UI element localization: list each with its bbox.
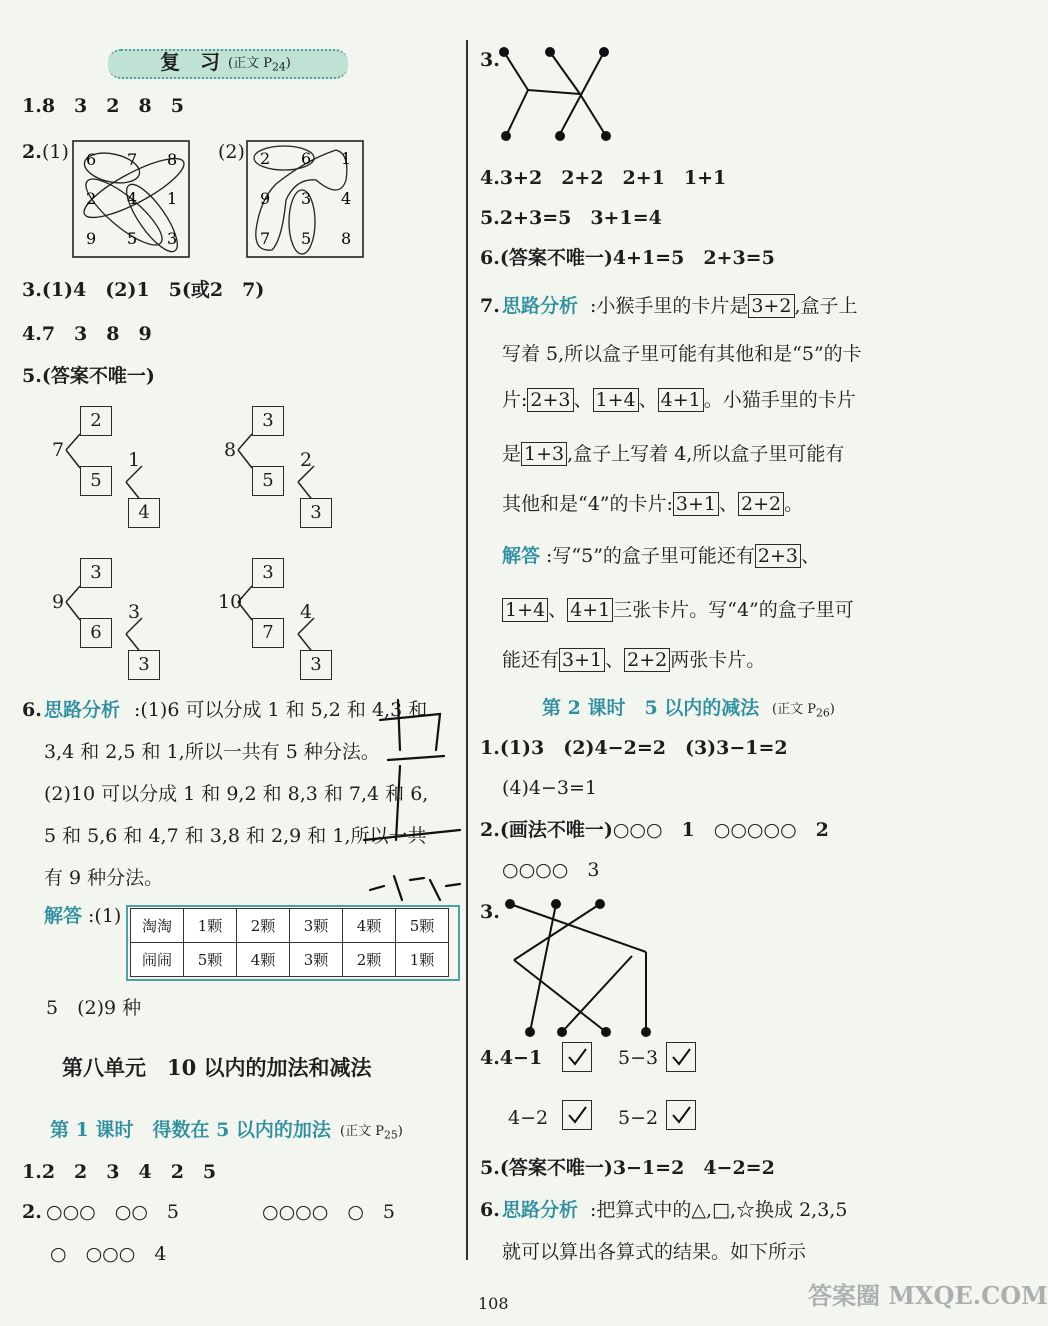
l2-q3-line-drawing <box>496 896 666 1046</box>
grid-2-drawing <box>246 140 364 258</box>
grid-2-cell: 4 <box>341 189 352 208</box>
l2-q4-a2: 5−3 <box>618 1047 659 1069</box>
r-q4-answer: 4.3+2 2+2 2+1 1+1 <box>480 167 727 189</box>
tree-right-number: 2 <box>300 449 313 471</box>
grid-2-cell: 5 <box>301 229 312 248</box>
r-q7-answer-line-3: 能还有 3+1 、 2+2 两张卡片。 <box>502 649 766 671</box>
check-box-icon <box>562 1042 592 1072</box>
q4-answer: 4.7 3 8 9 <box>22 323 152 345</box>
tree-bottom-box: 3 <box>300 498 332 528</box>
l2-q4-b2: 5−2 <box>618 1107 659 1129</box>
r-q7-number: 7. <box>480 295 500 317</box>
lesson-2-page-ref: (正文 $P_{26}$) <box>772 702 835 720</box>
q3-answer: 3.(1)4 (2)1 5(或2 7) <box>22 279 265 301</box>
r-q7-answer-line-1: :写“5”的盒子里可能还有 2+3 、 <box>546 545 821 567</box>
grid-1-cell: 5 <box>127 229 138 248</box>
grid-1-cell: 4 <box>127 189 138 208</box>
card-2-plus-3: 2+3 <box>527 388 573 412</box>
l2-q1-line-2: (4)4−3=1 <box>502 777 598 799</box>
q6-number: 6. <box>22 699 42 721</box>
table-row <box>131 909 449 943</box>
grid-1-cell: 7 <box>127 150 138 169</box>
lesson-1-page-ref: (正文 $P_{25}$) <box>340 1124 403 1142</box>
l2-q2-line-2: ○○○○ 3 <box>502 859 600 881</box>
check-box-icon <box>666 1100 696 1130</box>
tree-right-number: 3 <box>128 601 141 623</box>
table-row <box>131 943 449 977</box>
grid-2-cell: 1 <box>341 149 352 168</box>
table-cell: 3颗 <box>290 909 343 943</box>
card-2-plus-2: 2+2 <box>738 492 784 516</box>
q5-label: 5.(答案不唯一) <box>22 365 155 387</box>
number-grid-2 <box>246 140 364 258</box>
l2-q6-number: 6. <box>480 1199 500 1221</box>
q1-answer: 1.8 3 2 8 5 <box>22 95 184 117</box>
r-q5-answer: 5.2+3=5 3+1=4 <box>480 207 662 229</box>
tree-bottom-box: 3 <box>300 650 332 680</box>
table-cell: 4颗 <box>343 909 396 943</box>
r-q3-number: 3. <box>480 49 500 71</box>
unit-title: 第八单元 10 以内的加法和减法 <box>62 1055 372 1080</box>
l2-q4-b1: 4−2 <box>508 1107 549 1129</box>
q6-line-5: 有 9 种分法。 <box>44 867 164 889</box>
r-q7-analysis-label: 思路分析 <box>502 295 579 317</box>
grid-1-cell: 6 <box>86 150 97 169</box>
split-tree <box>50 556 180 686</box>
tree-bottom-box: 3 <box>128 650 160 680</box>
table-cell: 1颗 <box>184 909 237 943</box>
split-tree <box>50 404 180 534</box>
tree-top-box: 3 <box>252 406 284 436</box>
card-3-plus-1: 3+1 <box>673 492 719 516</box>
q6-line-3: (2)10 可以分成 1 和 9,2 和 8,3 和 7,4 和 6, <box>44 783 429 805</box>
r-q7-line-4: 是 1+3 ,盒子上写着 4,所以盒子里可能有 <box>502 443 845 465</box>
grid-1-cell: 1 <box>167 189 178 208</box>
split-tree <box>222 404 352 534</box>
answer-part1-label: :(1) <box>88 905 122 927</box>
q2-part2-label: (2) <box>218 141 245 163</box>
lesson1-q2-group-b: ○○○○ ○ 5 <box>262 1201 395 1223</box>
q6-line-4: 5 和 5,6 和 4,7 和 3,8 和 2,9 和 1,所以一共 <box>44 825 427 847</box>
card-2-plus-3: 2+3 <box>755 544 801 568</box>
grid-2-cell: 2 <box>260 149 271 168</box>
tree-middle-box: 7 <box>252 618 284 648</box>
l2-q6-line-2: 就可以算出各算式的结果。如下所示 <box>502 1241 807 1263</box>
q6-line-2: 3,4 和 2,5 和 1,所以一共有 5 种分法。 <box>44 741 380 763</box>
tree-bottom-box: 4 <box>128 498 160 528</box>
r-q7-line-2: 写着 5,所以盒子里可能有其他和是“5”的卡 <box>502 343 862 365</box>
table-cell: 3颗 <box>290 943 343 977</box>
table-cell: 5颗 <box>396 909 449 943</box>
r-q7-answer-label: 解答 <box>502 545 541 567</box>
table-cell: 闹闹 <box>131 943 184 977</box>
grid-1-cell: 3 <box>167 229 178 248</box>
column-divider <box>466 40 468 1260</box>
tree-middle-box: 6 <box>80 618 112 648</box>
l2-q5-answer: 5.(答案不唯一)3−1=2 4−2=2 <box>480 1157 775 1179</box>
table-cell: 1颗 <box>396 943 449 977</box>
r-q7-answer-line-2: 1+4 、 4+1 三张卡片。写“4”的盒子里可 <box>502 598 854 622</box>
lesson-1-title: 第 1 课时 得数在 5 以内的加法 <box>50 1119 331 1141</box>
card-1-plus-4: 1+4 <box>502 598 548 622</box>
tree-middle-box: 5 <box>252 466 284 496</box>
r-q7-line-1: :小猴手里的卡片是 3+2 ,盒子上 <box>590 295 858 317</box>
tree-top-box: 3 <box>252 558 284 588</box>
l2-q4-a1: 4.4−1 <box>480 1047 543 1069</box>
tree-left-number: 8 <box>224 439 237 461</box>
r-q6-answer: 6.(答案不唯一)4+1=5 2+3=5 <box>480 247 775 269</box>
split-tree <box>218 556 352 686</box>
grid-2-cell: 7 <box>260 229 271 248</box>
lesson1-q2-group-a: ○○○ ○○ 5 <box>46 1201 179 1223</box>
section-title: 复 习 <box>160 50 220 74</box>
table-cell: 淘淘 <box>131 909 184 943</box>
table-cell: 2颗 <box>343 943 396 977</box>
check-box-icon <box>666 1042 696 1072</box>
grid-2-cell: 6 <box>301 149 312 168</box>
card-3-plus-2: 3+2 <box>748 294 794 318</box>
q6-analysis-label: 思路分析 <box>44 699 121 721</box>
lesson1-q2-number: 2. <box>22 1201 42 1223</box>
l2-q6-analysis-label: 思路分析 <box>502 1199 579 1221</box>
card-3-plus-1: 3+1 <box>559 648 605 672</box>
lesson1-q1-answer: 1.2 2 3 4 2 5 <box>22 1161 217 1183</box>
r-q3-line-drawing <box>490 44 630 154</box>
number-grid-1 <box>72 140 190 258</box>
grid-1-cell: 9 <box>86 229 97 248</box>
q2-part1-label: (1) <box>42 141 69 163</box>
grid-1-cell: 8 <box>167 150 178 169</box>
tree-right-number: 4 <box>300 601 313 623</box>
r-q7-line-5: 其他和是“4”的卡片: 3+1 、 2+2 。 <box>502 493 804 515</box>
watermark: 答案圈 MXQE.COM <box>808 1281 1048 1310</box>
tree-left-number: 7 <box>52 439 65 461</box>
l2-q3-number: 3. <box>480 901 500 923</box>
grid-2-cell: 3 <box>301 189 312 208</box>
distribution-table <box>130 908 449 977</box>
r-q7-line-3: 片: 2+3 、 1+4 、 4+1 。小猫手里的卡片 <box>502 389 856 411</box>
table-cell: 2颗 <box>237 909 290 943</box>
lesson-2-title: 第 2 课时 5 以内的减法 <box>542 697 760 719</box>
handwriting-scribble <box>340 690 470 910</box>
tree-left-number: 9 <box>52 591 65 613</box>
table-cell: 4颗 <box>237 943 290 977</box>
grid-2-cell: 9 <box>260 189 271 208</box>
card-1-plus-4: 1+4 <box>593 388 639 412</box>
l2-q6-line-1: :把算式中的△,□,☆换成 2,3,5 <box>590 1199 848 1221</box>
tree-right-number: 1 <box>128 449 141 471</box>
check-box-icon <box>562 1100 592 1130</box>
card-1-plus-3: 1+3 <box>521 442 567 466</box>
grid-1-drawing <box>72 140 190 258</box>
l2-q1-line-1: 1.(1)3 (2)4−2=2 (3)3−1=2 <box>480 737 788 759</box>
table-cell: 5颗 <box>184 943 237 977</box>
q6-line-1: :(1)6 可以分成 1 和 5,2 和 4,3 和 <box>134 699 428 721</box>
q2-number: 2. <box>22 141 42 163</box>
card-2-plus-2: 2+2 <box>624 648 670 672</box>
grid-2-cell: 8 <box>341 229 352 248</box>
answer-label: 解答 <box>44 905 83 927</box>
grid-1-cell: 2 <box>86 189 97 208</box>
answer-tail: 5 (2)9 种 <box>46 997 142 1019</box>
card-4-plus-1: 4+1 <box>658 388 704 412</box>
lesson1-q2-group-c: ○ ○○○ 4 <box>50 1243 167 1265</box>
section-page-ref: (正文 $P_{24}$) <box>228 56 291 74</box>
card-4-plus-1: 4+1 <box>567 598 613 622</box>
tree-top-box: 2 <box>80 406 112 436</box>
page-number: 108 <box>478 1294 509 1313</box>
tree-left-number: 10 <box>218 591 243 613</box>
l2-q2-line-1: 2.(画法不唯一)○○○ 1 ○○○○○ 2 <box>480 819 829 841</box>
tree-top-box: 3 <box>80 558 112 588</box>
tree-middle-box: 5 <box>80 466 112 496</box>
